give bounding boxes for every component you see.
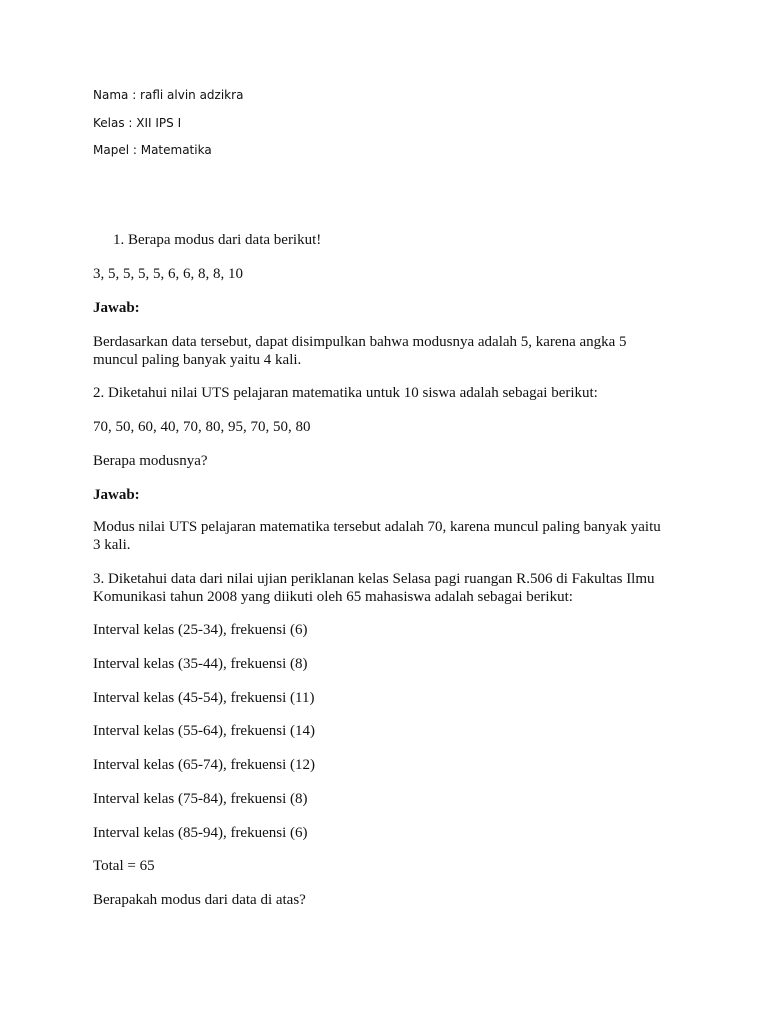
q2-answer: Modus nilai UTS pelajaran matematika tersebut adalah 70, karena muncul paling banyak yaitu 3 kali.	[93, 519, 661, 553]
interval-item: Interval kelas (25-34), frekuensi (6)	[93, 622, 308, 638]
q2-answer-label: Jawab:	[93, 487, 140, 503]
q2-data: 70, 50, 60, 40, 70, 80, 95, 70, 50, 80	[93, 419, 311, 435]
q2-ask: Berapa modusnya?	[93, 453, 208, 469]
interval-item: Interval kelas (85-94), frekuensi (6)	[93, 825, 308, 841]
student-class: Kelas : XII IPS I	[93, 116, 182, 130]
q1-answer: Berdasarkan data tersebut, dapat disimpulkan bahwa modusnya adalah 5, karena angka 5 muncul paling banyak yaitu 4 kali.	[93, 334, 627, 368]
interval-item: Interval kelas (45-54), frekuensi (11)	[93, 690, 315, 706]
q3-question: 3. Diketahui data dari nilai ujian periklanan kelas Selasa pagi ruangan R.506 di Fakultas Ilmu Komunikasi tahun 2008 yang diikuti oleh 65 mahasiswa adalah sebagai berikut:	[93, 571, 655, 605]
q1-data: 3, 5, 5, 5, 5, 6, 6, 8, 8, 10	[93, 266, 243, 282]
q3-ask: Berapakah modus dari data di atas?	[93, 892, 306, 908]
student-name: Nama : rafli alvin adzikra	[93, 88, 244, 102]
subject: Mapel : Matematika	[93, 143, 212, 157]
q3-total: Total = 65	[93, 858, 155, 874]
interval-item: Interval kelas (75-84), frekuensi (8)	[93, 791, 308, 807]
q2-question: 2. Diketahui nilai UTS pelajaran matematika untuk 10 siswa adalah sebagai berikut:	[93, 385, 598, 401]
q1-question: 1. Berapa modus dari data berikut!	[113, 232, 322, 248]
q1-answer-label: Jawab:	[93, 300, 140, 316]
interval-item: Interval kelas (35-44), frekuensi (8)	[93, 656, 308, 672]
interval-item: Interval kelas (55-64), frekuensi (14)	[93, 723, 315, 739]
interval-item: Interval kelas (65-74), frekuensi (12)	[93, 757, 315, 773]
